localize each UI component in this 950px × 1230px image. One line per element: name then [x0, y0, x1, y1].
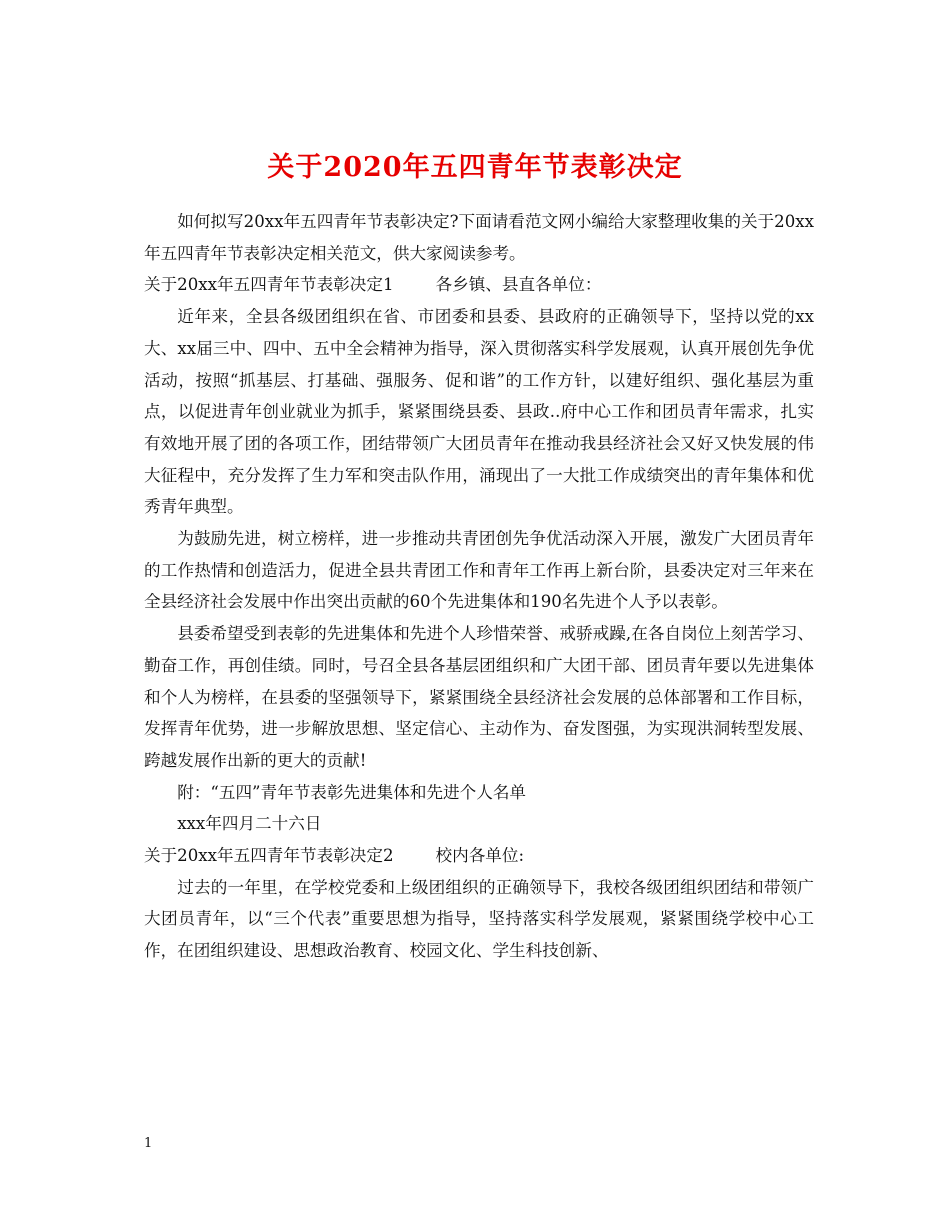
section-1-paragraph: 县委希望受到表彰的先进集体和先进个人珍惜荣誉、戒骄戒躁,在各自岗位上刻苦学习、勤奋工作，再创佳绩。同时，号召全县各基层团组织和广大团干部、团员青年要以先进集体和个人为榜样，在县委的坚强领导下，紧紧围绕全县经济社会发展的总体部署和工作目标，发挥青年优势，进一步解放思想、坚定信心、主动作为、奋发图强，为实现洪洞转型发展、跨越发展作出新的更大的贡献!	[144, 624, 814, 770]
section-1-paragraph: 为鼓励先进，树立榜样，进一步推动共青团创先争优活动深入开展，激发广大团员青年的工作热情和创造活力，促进全县共青团工作和青年工作再上新台阶，县委决定对三年来在全县经济社会发展中作出突出贡献的60个先进集体和190名先进个人予以表彰。	[144, 529, 814, 612]
section-2-paragraph: 过去的一年里，在学校党委和上级团组织的正确领导下，我校各级团组织团结和带领广大团员青年，以“三个代表”重要思想为指导，坚持落实科学发展观，紧紧围绕学校中心工作，在团组织建设、思想政治教育、校园文化、学生科技创新、	[144, 877, 814, 961]
section-2-recipient: 校内各单位:	[435, 846, 525, 866]
document-title: 关于2020年五四青年节表彰决定	[267, 152, 683, 184]
section-1-heading-line	[144, 269, 814, 301]
section-2-heading: 关于20xx年五四青年节表彰决定2	[144, 846, 394, 866]
section-2-heading-line	[144, 840, 814, 872]
intro-paragraph: 如何拟写20xx年五四青年节表彰决定?下面请看范文网小编给大家整理收集的关于20xx年五四青年节表彰决定相关范文，供大家阅读参考。	[144, 212, 814, 263]
section-1-heading: 关于20xx年五四青年节表彰决定1	[144, 275, 394, 295]
signature-date: xxx年四月二十六日	[177, 814, 322, 834]
document-body	[144, 206, 814, 967]
page-number: 1	[144, 1136, 153, 1151]
attachment-note: 附：“五四”青年节表彰先进集体和先进个人名单	[177, 782, 527, 802]
section-1-recipient: 各乡镇、县直各单位：	[435, 275, 602, 295]
section-1-paragraph: 近年来，全县各级团组织在省、市团委和县委、县政府的正确领导下，坚持以党的xx大、xx届三中、四中、五中全会精神为指导，深入贯彻落实科学发展观，认真开展创先争优活动，按照“抓基层、打基础、强服务、促和谐”的工作方针，以建好组织、强化基层为重点，以促进青年创业就业为抓手，紧紧围绕县委、县政..府中心工作和团员青年需求，扎实有效地开展了团的各项工作，团结带领广大团员青年在推动我县经济社会又好又快发展的伟大征程中，充分发挥了生力军和突击队作用，涌现出了一大批工作成绩突出的青年集体和优秀青年典型。	[144, 307, 814, 517]
